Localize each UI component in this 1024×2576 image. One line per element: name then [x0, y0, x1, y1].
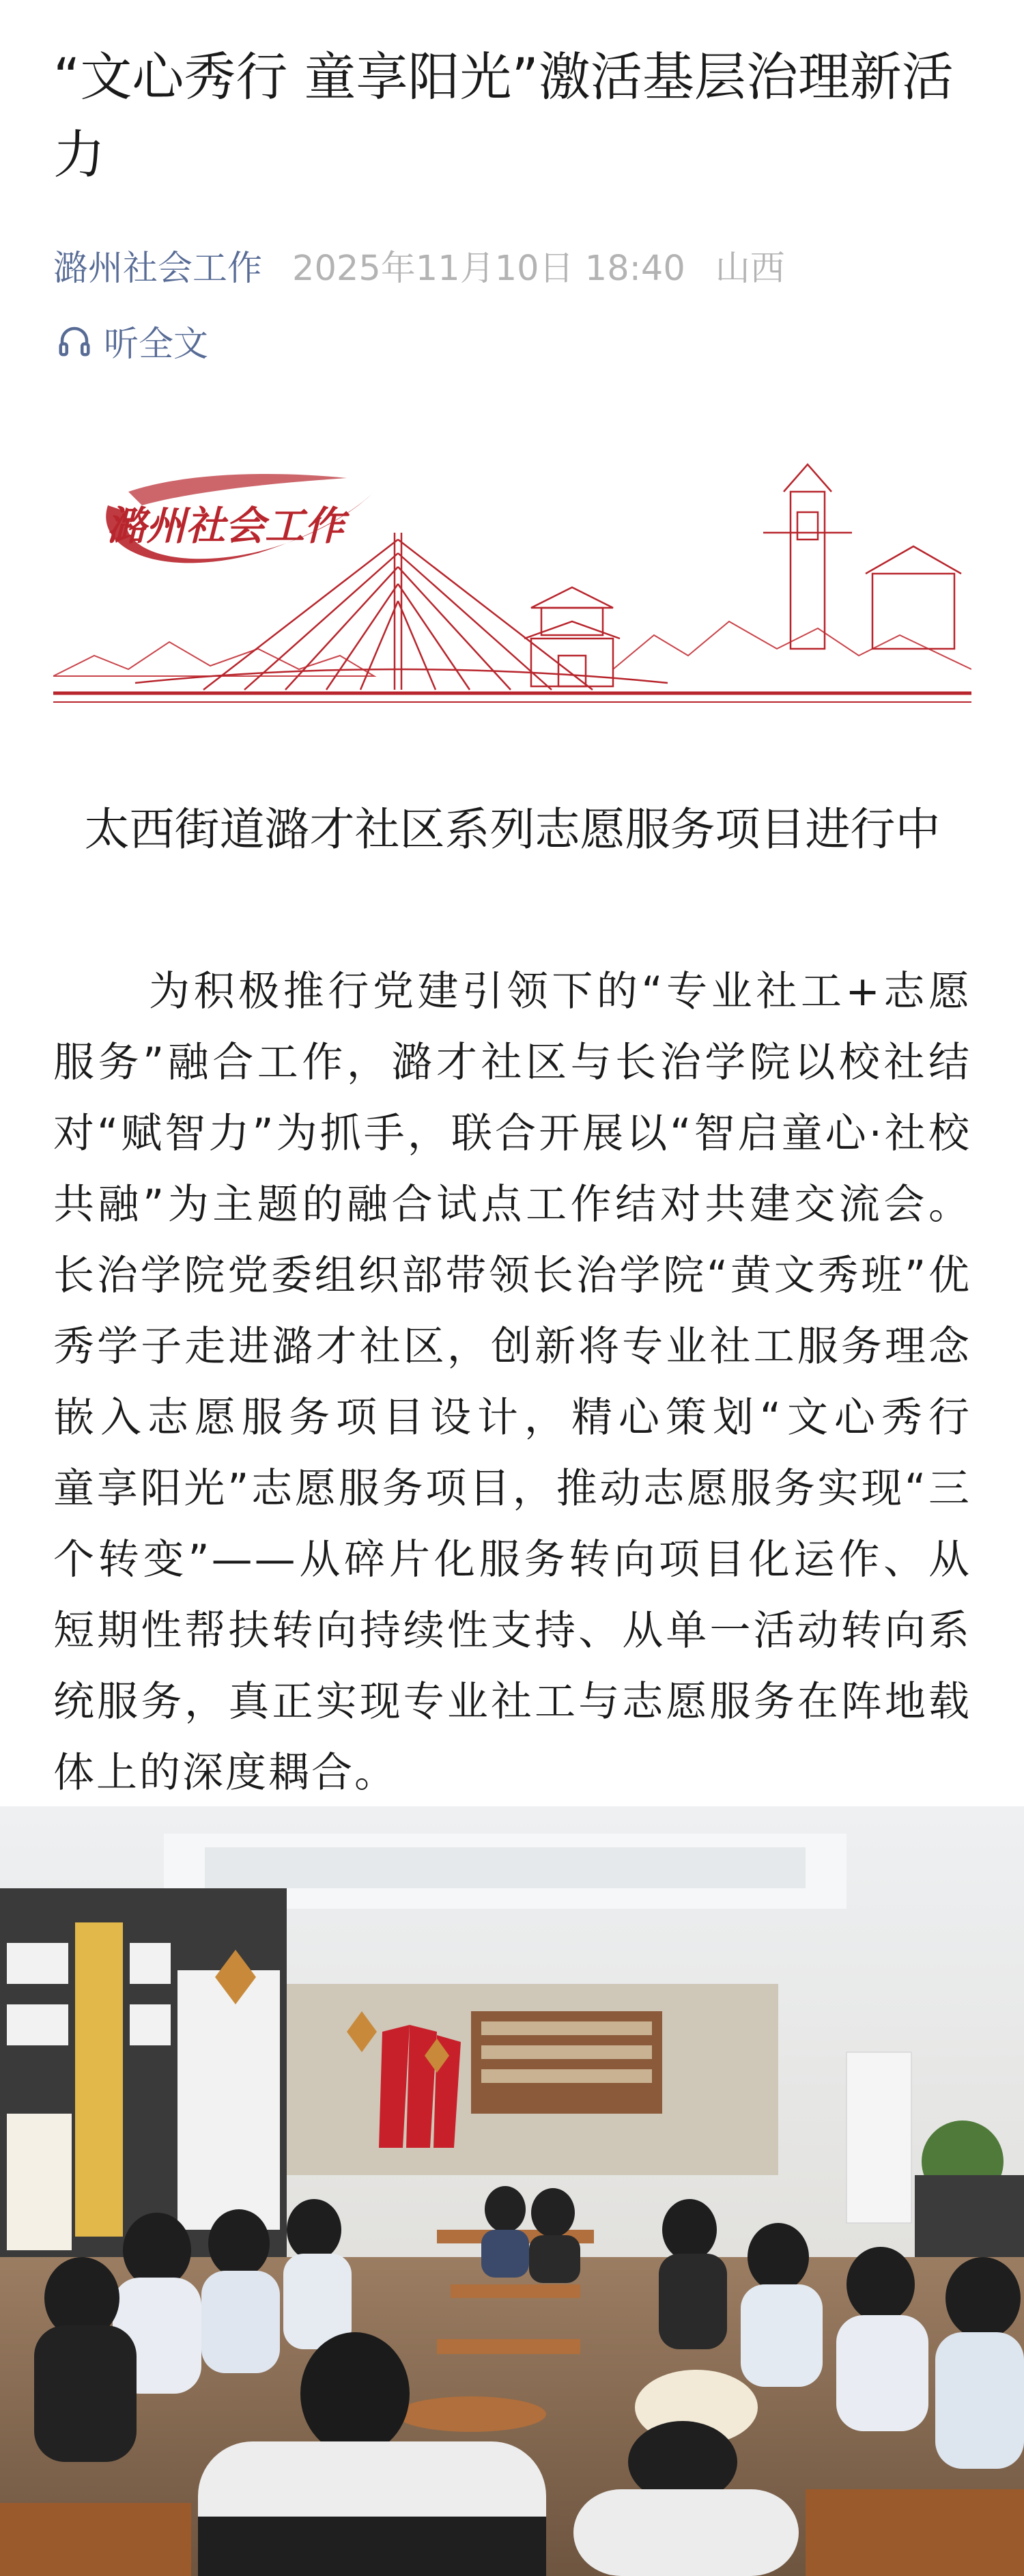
article-meta — [53, 238, 785, 292]
headphones-icon — [56, 322, 93, 359]
listen-label: 听全文 — [104, 324, 209, 365]
account-name-link[interactable]: 潞州社会工作 — [53, 249, 263, 289]
banner-image — [53, 451, 971, 724]
event-photo — [0, 1806, 1024, 2576]
publish-time: 2025年11月10日 18:40 — [292, 249, 685, 289]
body-paragraph: 为积极推行党建引领下的“专业社工+志愿服务”融合工作，潞才社区与长治学院以校社结对“赋智力”为抓手，联合开展以“智启童心·社校共融”为主题的融合试点工作结对共建交流会。长治学院党委组织部带领长治学院“黄文秀班”优秀学子走进潞才社区，创新将专业社工服务理念嵌入志愿服务项目设计，精心策划“文心秀行 童享阳光”志愿服务项目，推动志愿服务实现“三个转变”——从碎片化服务转向项目化运作、从短期性帮扶转向持续性支持、从单一活动转向系统服务，真正实现专业社工与志愿服务在阵地载体上的深度耦合。 — [53, 968, 1014, 1797]
banner-logo-text: 潞州社会工作 — [106, 503, 345, 549]
banner-logo — [106, 474, 374, 563]
section-heading: 太西街道潞才社区系列志愿服务项目进行中 — [84, 803, 941, 856]
article-title: “文心秀行 童享阳光”激活基层治理新活力 — [53, 46, 954, 185]
publish-location: 山西 — [715, 249, 785, 289]
listen-full-text-button[interactable] — [56, 317, 208, 365]
